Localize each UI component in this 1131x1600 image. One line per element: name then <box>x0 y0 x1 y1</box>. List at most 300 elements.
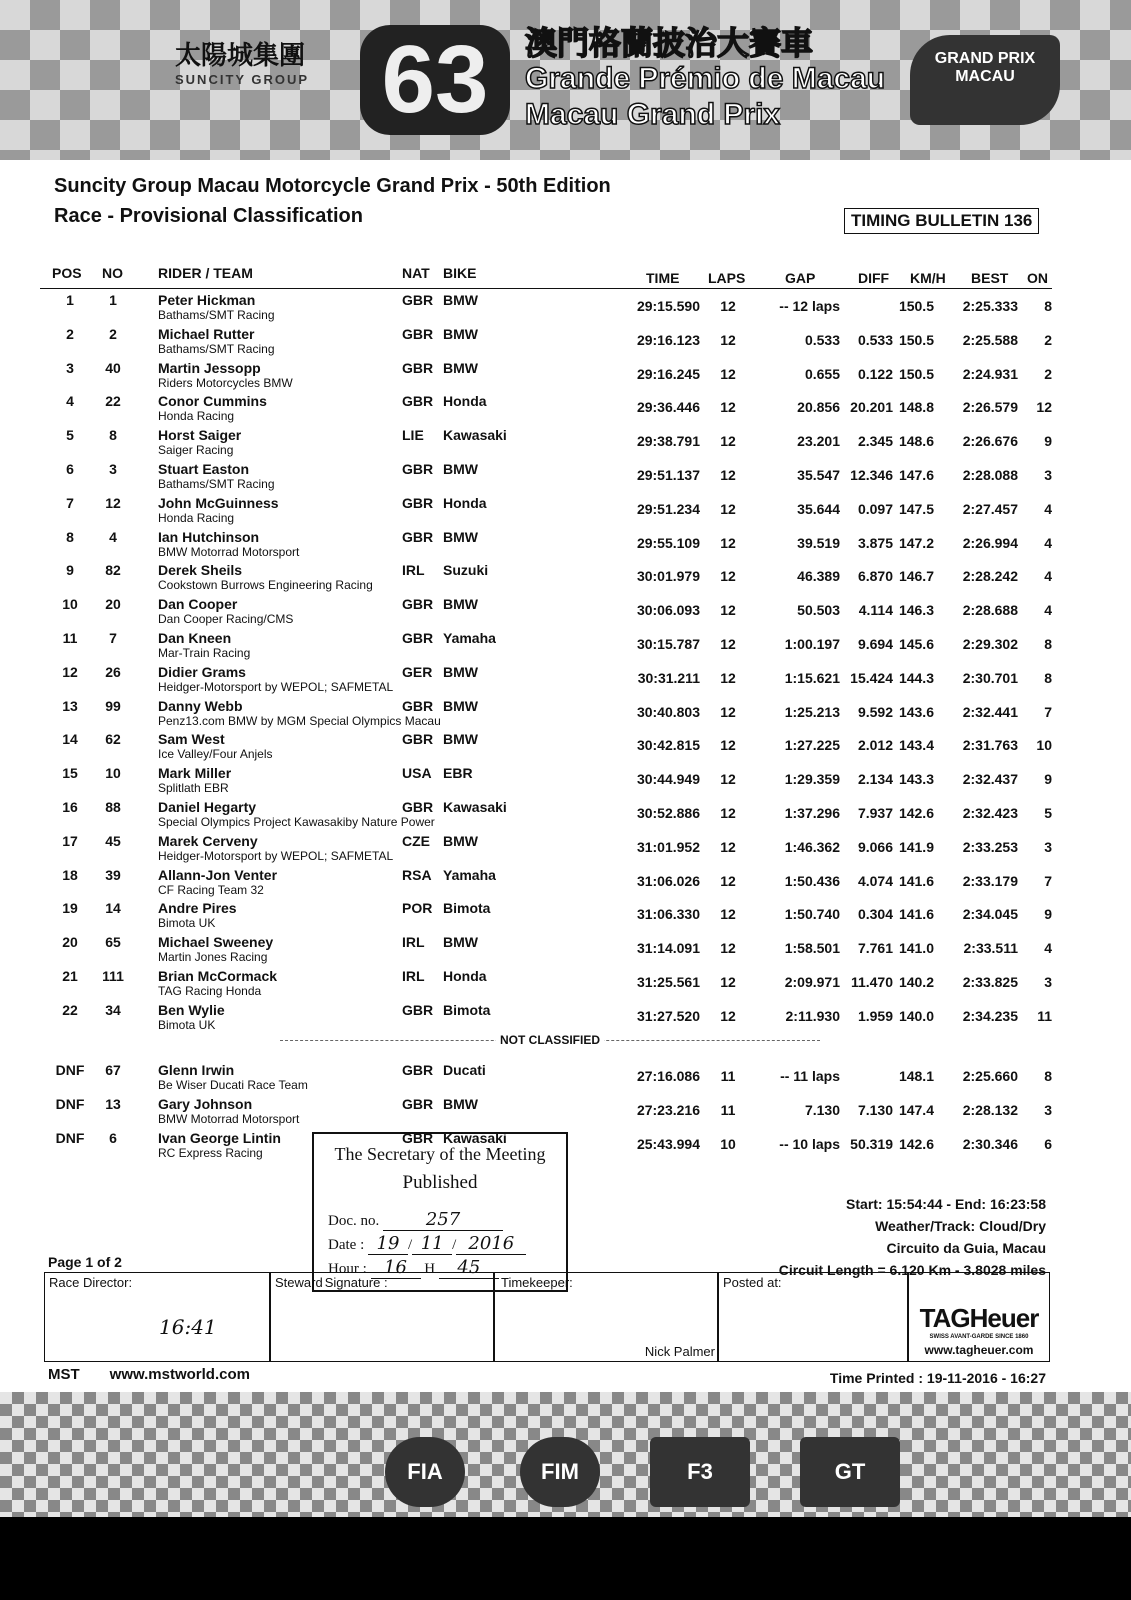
cell-time: 29:38.791 <box>636 433 700 450</box>
grand-prix-macau-logo: GRAND PRIX MACAU <box>910 35 1060 125</box>
cell-gap: 1:00.197 <box>784 636 840 652</box>
cell-pos: 19 <box>62 900 78 917</box>
cell-on: 4 <box>1044 568 1052 585</box>
cell-bike: BMW <box>443 461 478 477</box>
cell-nat: GBR <box>402 1130 434 1146</box>
cell-no: 88 <box>105 799 121 815</box>
cell-pos: 8 <box>66 528 74 545</box>
cell-no: 6 <box>109 1130 117 1146</box>
cell-gap: 1:27.225 <box>784 737 840 754</box>
cell-bike: Ducati <box>443 1062 486 1078</box>
cell-best: 2:28.242 <box>962 568 1018 585</box>
cell-best: 2:32.437 <box>962 771 1018 788</box>
cell-team: Heidger-Motorsport by WEPOL; SAFMETAL <box>158 848 394 863</box>
time-printed: Time Printed : 19-11-2016 - 16:27 <box>829 1370 1046 1386</box>
cell-bike: BMW <box>443 528 478 545</box>
cell-pos: 20 <box>62 934 78 951</box>
cell-kmh: 141.6 <box>898 906 934 923</box>
cell-kmh: 141.0 <box>898 940 934 957</box>
cell-rider: Michael Rutter <box>158 325 255 342</box>
cell-rider: Sam West <box>158 731 225 748</box>
fia-logo: FIA <box>385 1437 465 1507</box>
cell-team: Bathams/SMT Racing <box>158 308 275 322</box>
cell-laps: 12 <box>720 974 736 990</box>
cell-pos: 22 <box>62 1001 78 1018</box>
cell-no: 40 <box>105 359 121 376</box>
cell-rider: Dan Cooper <box>158 596 238 613</box>
cell-diff: 9.066 <box>857 838 893 855</box>
cell-time: 30:40.803 <box>636 703 700 720</box>
cell-team: Bathams/SMT Racing <box>158 477 275 491</box>
cell-team: Honda Racing <box>158 409 235 424</box>
cell-laps: 12 <box>720 365 736 382</box>
cell-pos: 21 <box>62 968 78 984</box>
cell-pos: 3 <box>66 359 74 376</box>
cell-nat: GER <box>402 663 433 680</box>
cell-bike: BMW <box>443 292 478 308</box>
cell-on: 4 <box>1044 602 1052 619</box>
cell-gap: -- 12 laps <box>779 298 840 314</box>
cell-nat: RSA <box>402 866 432 883</box>
cell-no: 2 <box>109 325 117 342</box>
cell-on: 9 <box>1044 906 1052 923</box>
cell-team: Heidger-Motorsport by WEPOL; SAFMETAL <box>158 679 394 694</box>
cell-diff: 50.319 <box>850 1136 893 1152</box>
cell-laps: 12 <box>720 602 736 619</box>
cell-time: 30:06.093 <box>636 602 700 619</box>
cell-laps: 12 <box>720 433 736 450</box>
cell-nat: LIE <box>402 427 424 444</box>
cell-time: 30:31.211 <box>637 669 700 686</box>
cell-kmh: 147.5 <box>898 500 934 517</box>
weather-track: Weather/Track: Cloud/Dry <box>875 1218 1046 1234</box>
cell-best: 2:30.701 <box>962 669 1018 686</box>
cell-nat: GBR <box>402 1096 434 1112</box>
cell-time: 31:27.520 <box>636 1007 700 1024</box>
cell-diff: 0.097 <box>857 500 893 517</box>
cell-best: 2:25.660 <box>962 1068 1018 1084</box>
scan-border <box>0 1517 1131 1600</box>
cell-laps: 12 <box>720 737 736 754</box>
cell-no: 111 <box>102 968 124 984</box>
cell-kmh: 150.5 <box>898 298 934 314</box>
cell-pos: 14 <box>62 731 78 748</box>
cell-team: CF Racing Team 32 <box>158 882 264 897</box>
cell-on: 9 <box>1044 433 1052 450</box>
cell-gap: 23.201 <box>797 433 840 450</box>
cell-laps: 12 <box>720 298 736 314</box>
cell-pos: 11 <box>62 630 78 646</box>
cell-rider: Derek Sheils <box>158 562 243 579</box>
cell-no: 1 <box>109 292 117 308</box>
cell-rider: Daniel Hegarty <box>158 799 257 815</box>
cell-pos: 6 <box>66 461 74 477</box>
cell-no: 14 <box>105 900 121 917</box>
cell-bike: Honda <box>443 968 487 984</box>
cell-pos: 18 <box>62 866 78 883</box>
cell-team: Bimota UK <box>158 1017 216 1032</box>
cell-no: 45 <box>105 832 121 849</box>
cell-diff: 6.870 <box>857 568 893 585</box>
cell-nat: CZE <box>402 832 430 849</box>
cell-no: 4 <box>109 528 117 545</box>
cell-best: 2:33.253 <box>962 838 1018 855</box>
cell-nat: USA <box>402 765 432 782</box>
cell-gap: 20.856 <box>797 399 840 416</box>
cell-time: 25:43.994 <box>636 1136 700 1152</box>
cell-time: 29:51.137 <box>636 467 700 483</box>
cell-on: 6 <box>1044 1136 1052 1152</box>
cell-time: 30:44.949 <box>636 771 700 788</box>
cell-laps: 12 <box>720 906 736 923</box>
publication-stamp: The Secretary of the Meeting Published Doc. no. 257 Date : 19 / 11 / 2016 Hour : 16 H 45 <box>312 1132 568 1292</box>
cell-pos: 2 <box>66 325 74 342</box>
cell-laps: 12 <box>720 636 736 652</box>
cell-gap: 1:50.436 <box>784 872 840 889</box>
cell-kmh: 148.1 <box>898 1068 934 1084</box>
cell-team: Penz13.com BMW by MGM Special Olympics Macau <box>158 713 441 728</box>
cell-kmh: 147.2 <box>898 534 934 551</box>
cell-diff: 9.592 <box>857 703 893 720</box>
edition-logo: 63 <box>360 25 510 135</box>
cell-on: 8 <box>1044 1068 1052 1084</box>
cell-gap: 7.130 <box>804 1102 840 1118</box>
cell-laps: 11 <box>720 1102 736 1118</box>
cell-gap: 2:09.971 <box>784 974 840 990</box>
cell-diff: 11.470 <box>850 974 893 990</box>
cell-team: BMW Motorrad Motorsport <box>158 544 300 559</box>
cell-team: Cookstown Burrows Engineering Racing <box>158 578 373 593</box>
cell-nat: GBR <box>402 528 434 545</box>
cell-nat: GBR <box>402 596 434 613</box>
cell-team: Honda Racing <box>158 510 235 525</box>
cell-kmh: 140.2 <box>898 974 934 990</box>
posted-at-box: Posted at: <box>718 1272 908 1362</box>
cell-best: 2:32.441 <box>962 703 1018 720</box>
cell-no: 26 <box>105 663 121 680</box>
cell-best: 2:33.825 <box>962 974 1018 990</box>
cell-rider: Glenn Irwin <box>158 1062 235 1078</box>
cell-on: 8 <box>1044 636 1052 652</box>
cell-best: 2:31.763 <box>962 737 1018 754</box>
cell-time: 31:25.561 <box>636 974 700 990</box>
cell-gap: 0.655 <box>804 365 840 382</box>
cell-time: 29:16.245 <box>636 365 700 382</box>
cell-gap: 35.547 <box>797 467 840 483</box>
start-end-times: Start: 15:54:44 - End: 16:23:58 <box>846 1196 1046 1212</box>
column-header-nat: NAT <box>402 265 430 281</box>
cell-bike: BMW <box>443 731 478 748</box>
cell-gap: 0.533 <box>804 331 840 348</box>
cell-time: 29:51.234 <box>636 500 700 517</box>
cell-nat: GBR <box>402 1001 434 1018</box>
column-header-laps: LAPS <box>708 270 746 286</box>
cell-on: 5 <box>1044 805 1052 821</box>
column-header-no: NO <box>102 265 123 281</box>
cell-diff: 3.875 <box>857 534 893 551</box>
cell-laps: 12 <box>720 534 736 551</box>
cell-bike: BMW <box>443 359 478 376</box>
cell-bike: BMW <box>443 596 478 613</box>
cell-team: TAG Racing Honda <box>158 984 262 998</box>
cell-team: Martin Jones Racing <box>158 950 268 965</box>
cell-time: 29:36.446 <box>636 399 700 416</box>
cell-kmh: 143.3 <box>898 771 934 788</box>
cell-bike: Yamaha <box>443 630 496 646</box>
cell-kmh: 143.4 <box>898 737 934 754</box>
cell-diff: 2.134 <box>857 771 893 788</box>
cell-best: 2:34.235 <box>962 1007 1018 1024</box>
column-header-best: BEST <box>971 270 1009 286</box>
cell-time: 31:06.026 <box>636 872 700 889</box>
cell-nat: GBR <box>402 494 434 511</box>
cell-no: 10 <box>105 765 121 782</box>
cell-pos: 15 <box>62 765 78 782</box>
event-title-logo: 澳門格蘭披治大賽車 Grande Prémio de Macau Macau Grand Prix <box>525 25 886 131</box>
cell-kmh: 145.6 <box>898 636 934 652</box>
cell-diff: 12.346 <box>850 467 893 483</box>
cell-kmh: 148.6 <box>898 433 934 450</box>
cell-time: 31:06.330 <box>636 906 700 923</box>
cell-laps: 12 <box>720 1007 736 1024</box>
cell-kmh: 150.5 <box>898 331 934 348</box>
cell-team: Bathams/SMT Racing <box>158 341 275 356</box>
cell-nat: GBR <box>402 630 434 646</box>
cell-bike: BMW <box>443 1096 478 1112</box>
cell-gap: 1:15.621 <box>784 669 840 686</box>
cell-laps: 10 <box>720 1136 736 1152</box>
cell-no: 65 <box>105 934 121 951</box>
cell-best: 2:24.931 <box>962 365 1018 382</box>
cell-diff: 2.345 <box>857 433 893 450</box>
cell-laps: 12 <box>720 872 736 889</box>
cell-gap: 46.389 <box>797 568 840 585</box>
cell-on: 8 <box>1044 298 1052 314</box>
cell-diff: 0.533 <box>857 331 893 348</box>
cell-laps: 12 <box>720 467 736 483</box>
column-header-pos: POS <box>52 265 82 281</box>
column-header-time: TIME <box>646 270 680 286</box>
cell-bike: BMW <box>443 325 478 342</box>
cell-laps: 12 <box>720 771 736 788</box>
cell-diff: 7.761 <box>857 940 893 957</box>
cell-kmh: 147.4 <box>898 1102 934 1118</box>
cell-time: 27:16.086 <box>636 1068 700 1084</box>
cell-bike: Honda <box>443 494 487 511</box>
cell-no: 67 <box>105 1062 121 1078</box>
cell-laps: 12 <box>720 331 736 348</box>
cell-rider: Ben Wylie <box>158 1001 225 1018</box>
cell-pos: DNF <box>55 1096 85 1112</box>
cell-rider: Gary Johnson <box>158 1096 253 1112</box>
cell-kmh: 144.3 <box>898 669 934 686</box>
cell-nat: GBR <box>402 393 434 410</box>
circuit-name: Circuito da Guia, Macau <box>886 1240 1046 1256</box>
cell-nat: GBR <box>402 325 434 342</box>
cell-rider: Horst Saiger <box>158 427 242 444</box>
document-title: Suncity Group Macau Motorcycle Grand Prix - 50th Edition <box>54 175 611 197</box>
cell-rider: Marek Cerveny <box>158 832 258 849</box>
cell-pos: 1 <box>66 292 74 308</box>
cell-laps: 12 <box>720 703 736 720</box>
cell-pos: 10 <box>62 596 78 613</box>
cell-kmh: 147.6 <box>898 467 934 483</box>
timekeeper-box: Timekeeper: Nick Palmer <box>494 1272 718 1362</box>
suncity-logo: 太陽城集團 SUNCITY GROUP <box>175 40 310 87</box>
cell-time: 30:01.979 <box>636 568 700 585</box>
cell-pos: 12 <box>62 663 78 680</box>
cell-nat: GBR <box>402 799 434 815</box>
cell-laps: 12 <box>720 568 736 585</box>
cell-bike: Bimota <box>443 900 491 917</box>
steward-box: Steward Signature : <box>270 1272 494 1362</box>
cell-on: 2 <box>1044 331 1052 348</box>
cell-pos: DNF <box>55 1130 85 1146</box>
cell-no: 99 <box>105 697 121 714</box>
cell-kmh: 141.6 <box>898 872 934 889</box>
cell-kmh: 140.0 <box>898 1007 934 1024</box>
cell-best: 2:28.088 <box>962 467 1018 483</box>
cell-rider: Mark Miller <box>158 765 232 782</box>
cell-laps: 12 <box>720 940 736 957</box>
cell-team: Splitlath EBR <box>158 781 229 796</box>
cell-rider: Stuart Easton <box>158 461 250 477</box>
cell-diff: 9.694 <box>857 636 893 652</box>
cell-gap: 1:37.296 <box>784 805 840 821</box>
cell-time: 31:01.952 <box>636 838 700 855</box>
cell-diff: 4.074 <box>857 872 893 889</box>
cell-laps: 12 <box>720 805 736 821</box>
cell-rider: Dan Kneen <box>158 630 232 646</box>
cell-rider: Martin Jessopp <box>158 359 261 376</box>
page-number: Page 1 of 2 <box>48 1254 122 1270</box>
cell-rider: Conor Cummins <box>158 393 267 410</box>
cell-rider: Michael Sweeney <box>158 934 274 951</box>
cell-on: 12 <box>1036 399 1052 416</box>
cell-no: 34 <box>105 1001 121 1018</box>
cell-bike: Kawasaki <box>443 427 507 444</box>
cell-no: 20 <box>105 596 121 613</box>
cell-best: 2:26.994 <box>962 534 1018 551</box>
cell-laps: 12 <box>720 500 736 517</box>
column-header-rider: RIDER / TEAM <box>158 265 253 281</box>
column-header-on: ON <box>1027 270 1048 286</box>
cell-pos: 9 <box>66 562 74 579</box>
cell-nat: IRL <box>402 562 425 579</box>
cell-time: 30:52.886 <box>636 805 700 821</box>
column-header-gap: GAP <box>785 270 816 286</box>
cell-team: Bimota UK <box>158 916 216 931</box>
cell-best: 2:33.511 <box>963 940 1018 957</box>
cell-kmh: 146.3 <box>898 602 934 619</box>
cell-kmh: 148.8 <box>898 399 934 416</box>
header-banner <box>0 0 1131 160</box>
cell-time: 31:14.091 <box>636 940 700 957</box>
cell-bike: BMW <box>443 934 478 951</box>
cell-nat: POR <box>402 900 433 917</box>
cell-no: 12 <box>105 494 121 511</box>
cell-bike: Suzuki <box>443 562 489 579</box>
cell-pos: 17 <box>62 832 78 849</box>
cell-nat: GBR <box>402 1062 434 1078</box>
cell-diff: 2.012 <box>857 737 893 754</box>
cell-bike: Yamaha <box>443 866 496 883</box>
timing-bulletin: TIMING BULLETIN 136 <box>844 208 1039 234</box>
cell-on: 3 <box>1044 838 1052 855</box>
cell-diff: 7.130 <box>857 1102 893 1118</box>
cell-bike: BMW <box>443 663 478 680</box>
cell-diff: 15.424 <box>850 669 893 686</box>
cell-gap: 1:46.362 <box>784 838 840 855</box>
header-divider <box>40 288 1052 289</box>
cell-rider: Didier Grams <box>158 663 246 680</box>
race-director-time: 16:41 <box>159 1315 217 1339</box>
mst-logo: MST <box>48 1366 80 1383</box>
f3-logo: F3 <box>650 1437 750 1507</box>
cell-bike: Kawasaki <box>443 799 507 815</box>
cell-bike: Honda <box>443 393 487 410</box>
cell-best: 2:26.676 <box>962 433 1018 450</box>
cell-on: 3 <box>1044 974 1052 990</box>
cell-on: 4 <box>1044 534 1052 551</box>
cell-on: 4 <box>1044 940 1052 957</box>
cell-gap: 1:58.501 <box>784 940 840 957</box>
cell-rider: Brian McCormack <box>158 968 278 984</box>
cell-best: 2:28.132 <box>962 1102 1018 1118</box>
tag-heuer-logo: TAGHeuer <box>919 1303 1039 1333</box>
cell-no: 62 <box>105 731 121 748</box>
cell-rider: Peter Hickman <box>158 292 256 308</box>
cell-nat: IRL <box>402 934 425 951</box>
cell-gap: 1:29.359 <box>784 771 840 788</box>
cell-rider: Ian Hutchinson <box>158 528 260 545</box>
doc-number: 257 <box>383 1209 503 1231</box>
document-subtitle: Race - Provisional Classification <box>54 205 363 227</box>
cell-nat: GBR <box>402 731 434 748</box>
cell-diff: 1.959 <box>857 1007 893 1024</box>
cell-no: 13 <box>105 1096 121 1112</box>
cell-pos: 5 <box>66 427 74 444</box>
cell-bike: Kawasaki <box>443 1130 507 1146</box>
cell-no: 7 <box>109 630 117 646</box>
cell-team: Special Olympics Project Kawasakiby Nature Power <box>158 815 435 829</box>
cell-gap: -- 10 laps <box>779 1136 840 1152</box>
cell-on: 7 <box>1044 872 1052 889</box>
cell-best: 2:30.346 <box>962 1136 1018 1152</box>
footer-banner <box>0 1392 1131 1517</box>
cell-diff: 0.304 <box>857 906 893 923</box>
cell-kmh: 142.6 <box>898 1136 934 1152</box>
cell-pos: 13 <box>62 697 78 714</box>
cell-team: RC Express Racing <box>158 1146 263 1160</box>
cell-on: 3 <box>1044 467 1052 483</box>
cell-pos: 16 <box>62 799 78 815</box>
cell-no: 22 <box>105 393 121 410</box>
cell-on: 9 <box>1044 771 1052 788</box>
cell-best: 2:25.333 <box>962 298 1018 314</box>
cell-on: 7 <box>1044 703 1052 720</box>
column-header-diff: DIFF <box>858 270 890 286</box>
cell-kmh: 143.6 <box>898 703 934 720</box>
cell-gap: 39.519 <box>797 534 840 551</box>
cell-time: 29:16.123 <box>636 331 700 348</box>
cell-kmh: 142.6 <box>898 805 934 821</box>
cell-gap: -- 11 laps <box>780 1068 840 1084</box>
cell-rider: Allann-Jon Venter <box>158 866 278 883</box>
fim-logo: FIM <box>520 1437 600 1507</box>
gt-logo: GT <box>800 1437 900 1507</box>
cell-laps: 12 <box>720 669 736 686</box>
